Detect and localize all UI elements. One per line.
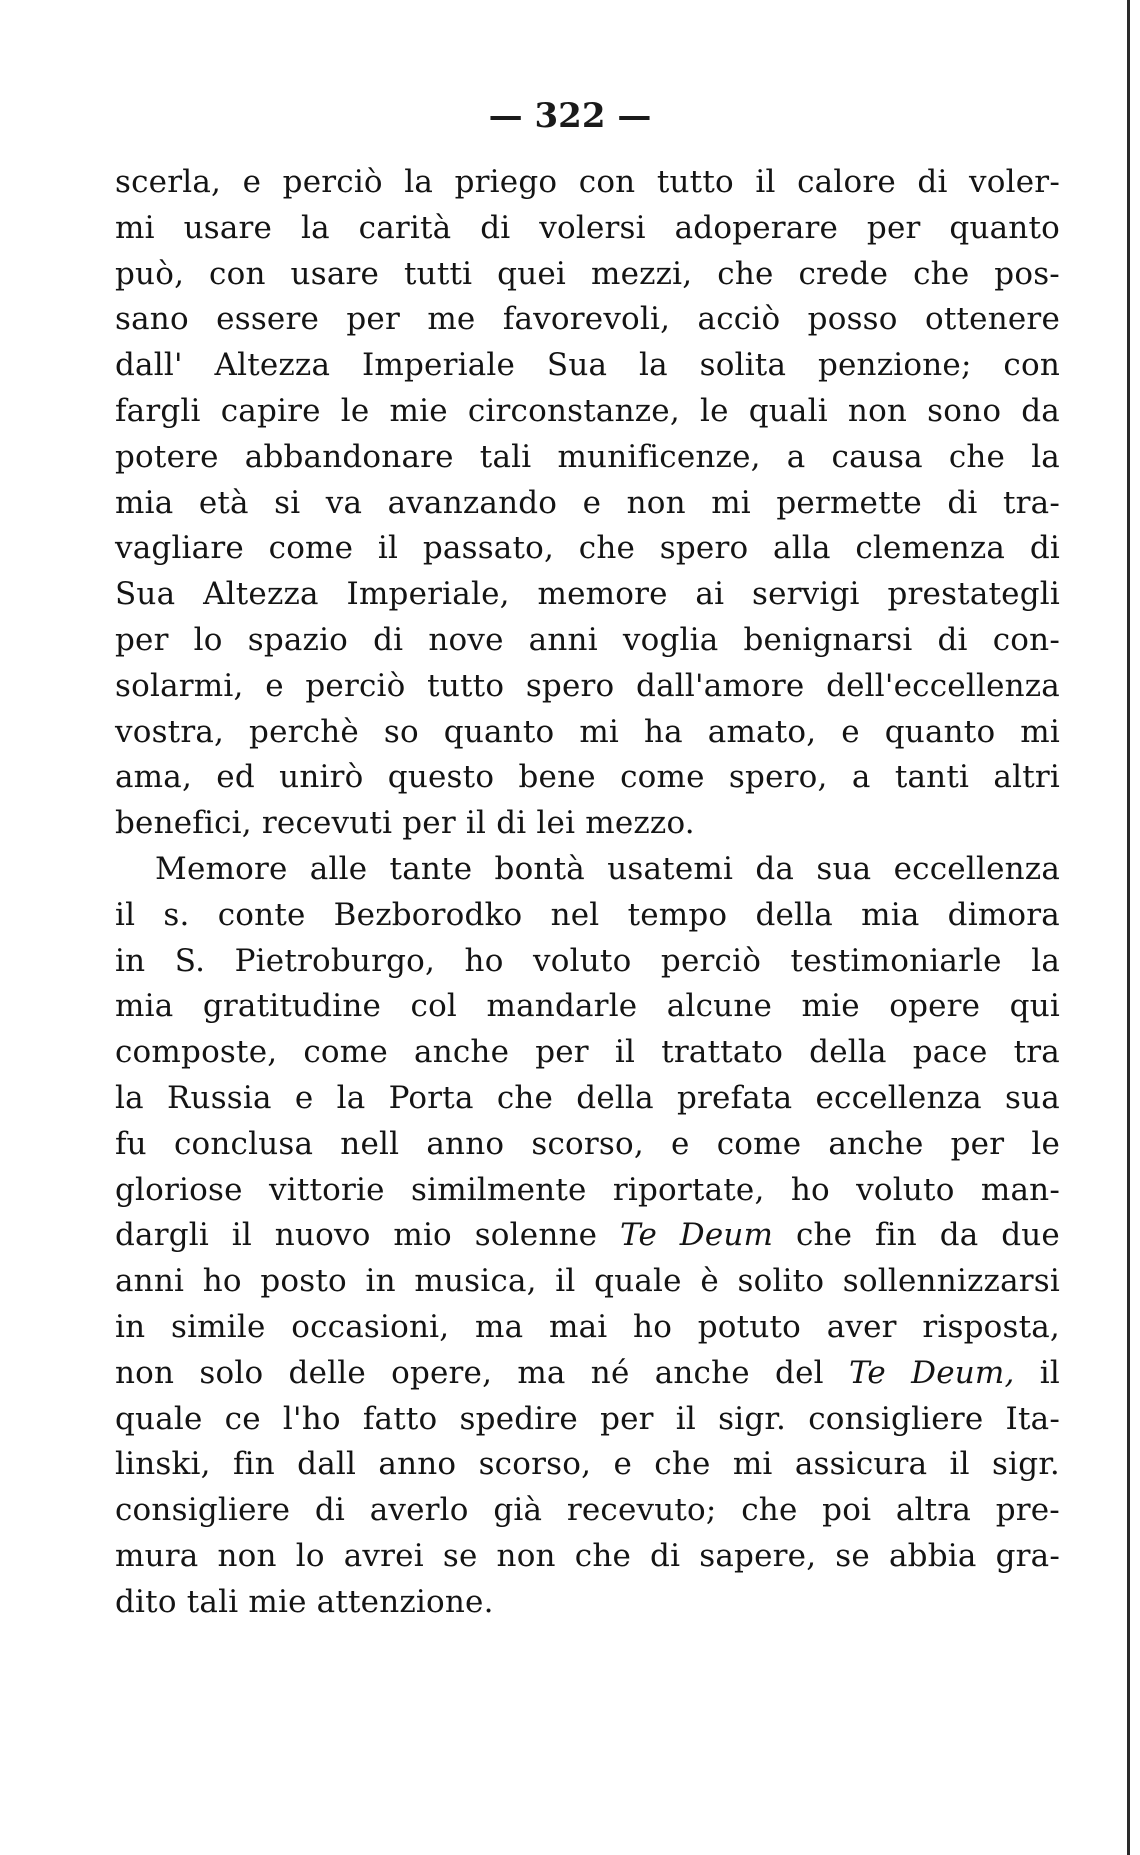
text-line: ama, ed unirò questo bene come spero, a tanti altri — [115, 759, 1060, 796]
text-line: solarmi, e perciò tutto spero dall'amore dell'eccellenza — [115, 667, 1060, 704]
text-segment: dargli il nuovo mio solenne — [115, 1217, 598, 1254]
text-line: mia età si va avanzando e non mi permette di tra- — [115, 484, 1060, 521]
title-te-deum: Te Deum, — [848, 1354, 1015, 1391]
text-line: può, con usare tutti quei mezzi, che crede che pos- — [115, 255, 1060, 292]
text-line: gloriose vittorie similmente riportate, ho voluto man- — [115, 1171, 1060, 1208]
text-line: potere abbandonare tali munificenze, a causa che la — [115, 438, 1060, 475]
text-line: scerla, e perciò la priego con tutto il calore di voler- — [115, 164, 1060, 200]
text-line: anni ho posto in musica, il quale è solito sollennizzarsi — [115, 1263, 1060, 1300]
text-line: consigliere di averlo già recevuto; che poi altra pre- — [115, 1492, 1060, 1529]
text-line: mura non lo avrei se non che di sapere, se abbia gra- — [115, 1537, 1060, 1574]
text-segment: che fin da due — [795, 1217, 1060, 1254]
body-text — [115, 160, 1060, 1626]
text-line: mi usare la carità di volersi adoperare per quanto — [115, 209, 1060, 246]
title-te-deum: Te Deum — [620, 1217, 774, 1254]
text-line: fargli capire le mie circonstanze, le quali non sono da — [115, 392, 1060, 429]
text-segment: il — [1039, 1354, 1060, 1391]
paragraph-end-line: dito tali mie attenzione. — [115, 1583, 494, 1620]
text-line: in simile occasioni, ma mai ho potuto aver risposta, — [115, 1308, 1060, 1345]
text-line-te-deum — [115, 1351, 1060, 1397]
text-line: composte, come anche per il trattato della pace tra — [115, 1034, 1060, 1071]
text-line: quale ce l'ho fatto spedire per il sigr. consigliere Ita- — [115, 1400, 1060, 1437]
paragraph-end-line: benefici, recevuti per il di lei mezzo. — [115, 805, 695, 842]
text-line-te-deum — [115, 1213, 1060, 1259]
text-line: vagliare come il passato, che spero alla clemenza di — [115, 530, 1060, 567]
text-line: la Russia e la Porta che della prefata eccellenza sua — [115, 1079, 1060, 1116]
text-line: il s. conte Bezborodko nel tempo della mia dimora — [115, 896, 1060, 933]
text-line: dall' Altezza Imperiale Sua la solita penzione; con — [115, 347, 1060, 384]
text-line: linski, fin dall anno scorso, e che mi assicura il sigr. — [115, 1446, 1060, 1483]
text-line: per lo spazio di nove anni voglia benignarsi di con- — [115, 621, 1060, 658]
page-number: — 322 — — [488, 96, 652, 136]
text-line: vostra, perchè so quanto mi ha amato, e quanto mi — [115, 713, 1060, 750]
page-edge — [1127, 0, 1130, 1855]
text-line: sano essere per me favorevoli, acciò posso ottenere — [115, 301, 1060, 338]
text-line: fu conclusa nell anno scorso, e come anche per le — [115, 1125, 1060, 1162]
text-segment: non solo delle opere, ma né anche del — [115, 1354, 824, 1391]
text-line: in S. Pietroburgo, ho voluto perciò testimoniarle la — [115, 942, 1060, 979]
text-line: Sua Altezza Imperiale, memore ai servigi prestategli — [115, 576, 1060, 613]
text-line: mia gratitudine col mandarle alcune mie opere qui — [115, 988, 1060, 1025]
paragraph-start-line: Memore alle tante bontà usatemi da sua eccellenza — [155, 850, 1060, 887]
